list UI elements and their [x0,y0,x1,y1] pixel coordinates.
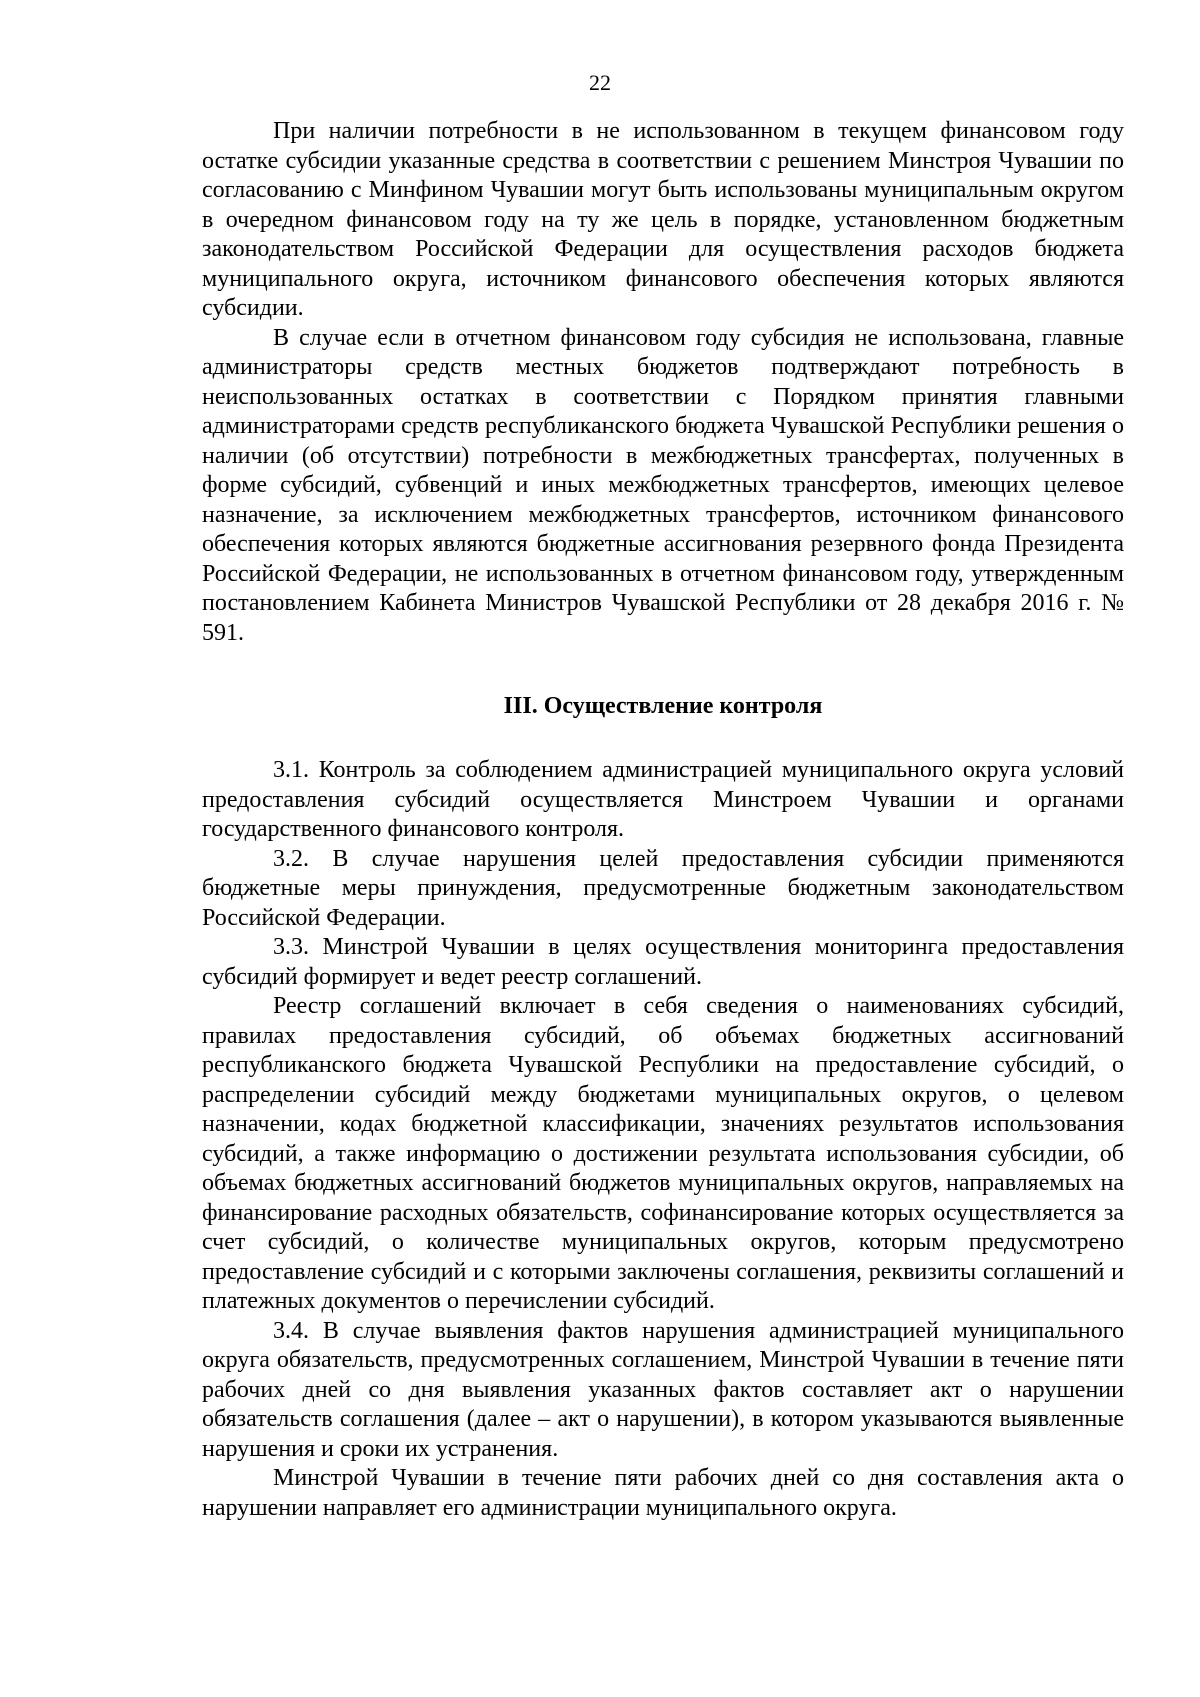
paragraph: В случае если в отчетном финансовом году субсидия не использована, главные администраторы средств местных бюджетов подтверждают потребность в неиспользованных остатках в соответствии с Порядком принятия главными администраторами средств республиканского бюджета Чувашской Республики решения о наличии (об отсутствии) потребности в межбюджетных трансфертах, полученных в форме субсидий, субвенций и иных межбюджетных трансфертов, имеющих целевое назначение, за исключением межбюджетных трансфертов, источником финансового обеспечения которых являются бюджетные ассигнования резервного фонда Президента Российской Федерации, не использованных в отчетном финансовом году, утвержденным постановлением Кабинета Министров Чувашской Республики от 28 декабря 2016 г. № 591. [202,324,1124,646]
paragraph: Минстрой Чувашии в течение пяти рабочих дней со дня составления акта о нарушении направляет его администрации муниципального округа. [202,1465,1124,1521]
page-number: 22 [589,70,611,95]
paragraph: 3.2. В случае нарушения целей предоставления субсидии применяются бюджетные меры принуждения, предусмотренные бюджетным законодательством Российской Федерации. [202,845,1124,931]
paragraph: 3.3. Минстрой Чувашии в целях осуществления мониторинга предоставления субсидий формирует и ведет реестр соглашений. [202,934,1124,990]
paragraph: 3.1. Контроль за соблюдением администрацией муниципального округа условий предоставления субсидий осуществляется Минстроем Чувашии и органами государственного финансового контроля. [202,757,1124,842]
text-block-bottom [202,756,1124,1523]
paragraph: Реестр соглашений включает в себя сведения о наименованиях субсидий, правилах предоставления субсидий, об объемах бюджетных ассигнований республиканского бюджета Чувашской Республики на предоставление субсидий, о распределении субсидий между бюджетами муниципальных округов, о целевом назначении, кодах бюджетной классификации, значениях результатов использования субсидий, а также информацию о достижении результата использования субсидии, об объемах бюджетных ассигнований бюджетов муниципальных округов, направляемых на финансирование расходных обязательств, софинансирование которых осуществляется за счет субсидий, о количестве муниципальных округов, которым предусмотрено предоставление субсидий и с которыми заключены соглашения, реквизиты соглашений и платежных документов о перечислении субсидий. [202,993,1124,1314]
text-block-top [202,117,1124,648]
paragraph: При наличии потребности в не использованном в текущем финансовом году остатке субсидии указанные средства в соответствии с решением Минстроя Чувашии по согласованию с Минфином Чувашии могут быть использованы муниципальным округом в очередном финансовом году на ту же цель в порядке, установленном бюджетным законодательством Российской Федерации для осуществления расходов бюджета муниципального округа, источником финансового обеспечения которых являются субсидии. [202,118,1124,321]
paragraph: 3.4. В случае выявления фактов нарушения администрацией муниципального округа обязательств, предусмотренных соглашением, Минстрой Чувашии в течение пяти рабочих дней со дня выявления указанных фактов составляет акт о нарушении обязательств соглашения (далее – акт о нарушении), в котором указываются выявленные нарушения и сроки их устранения. [202,1317,1124,1462]
section-heading: III. Осуществление контроля [503,693,823,719]
